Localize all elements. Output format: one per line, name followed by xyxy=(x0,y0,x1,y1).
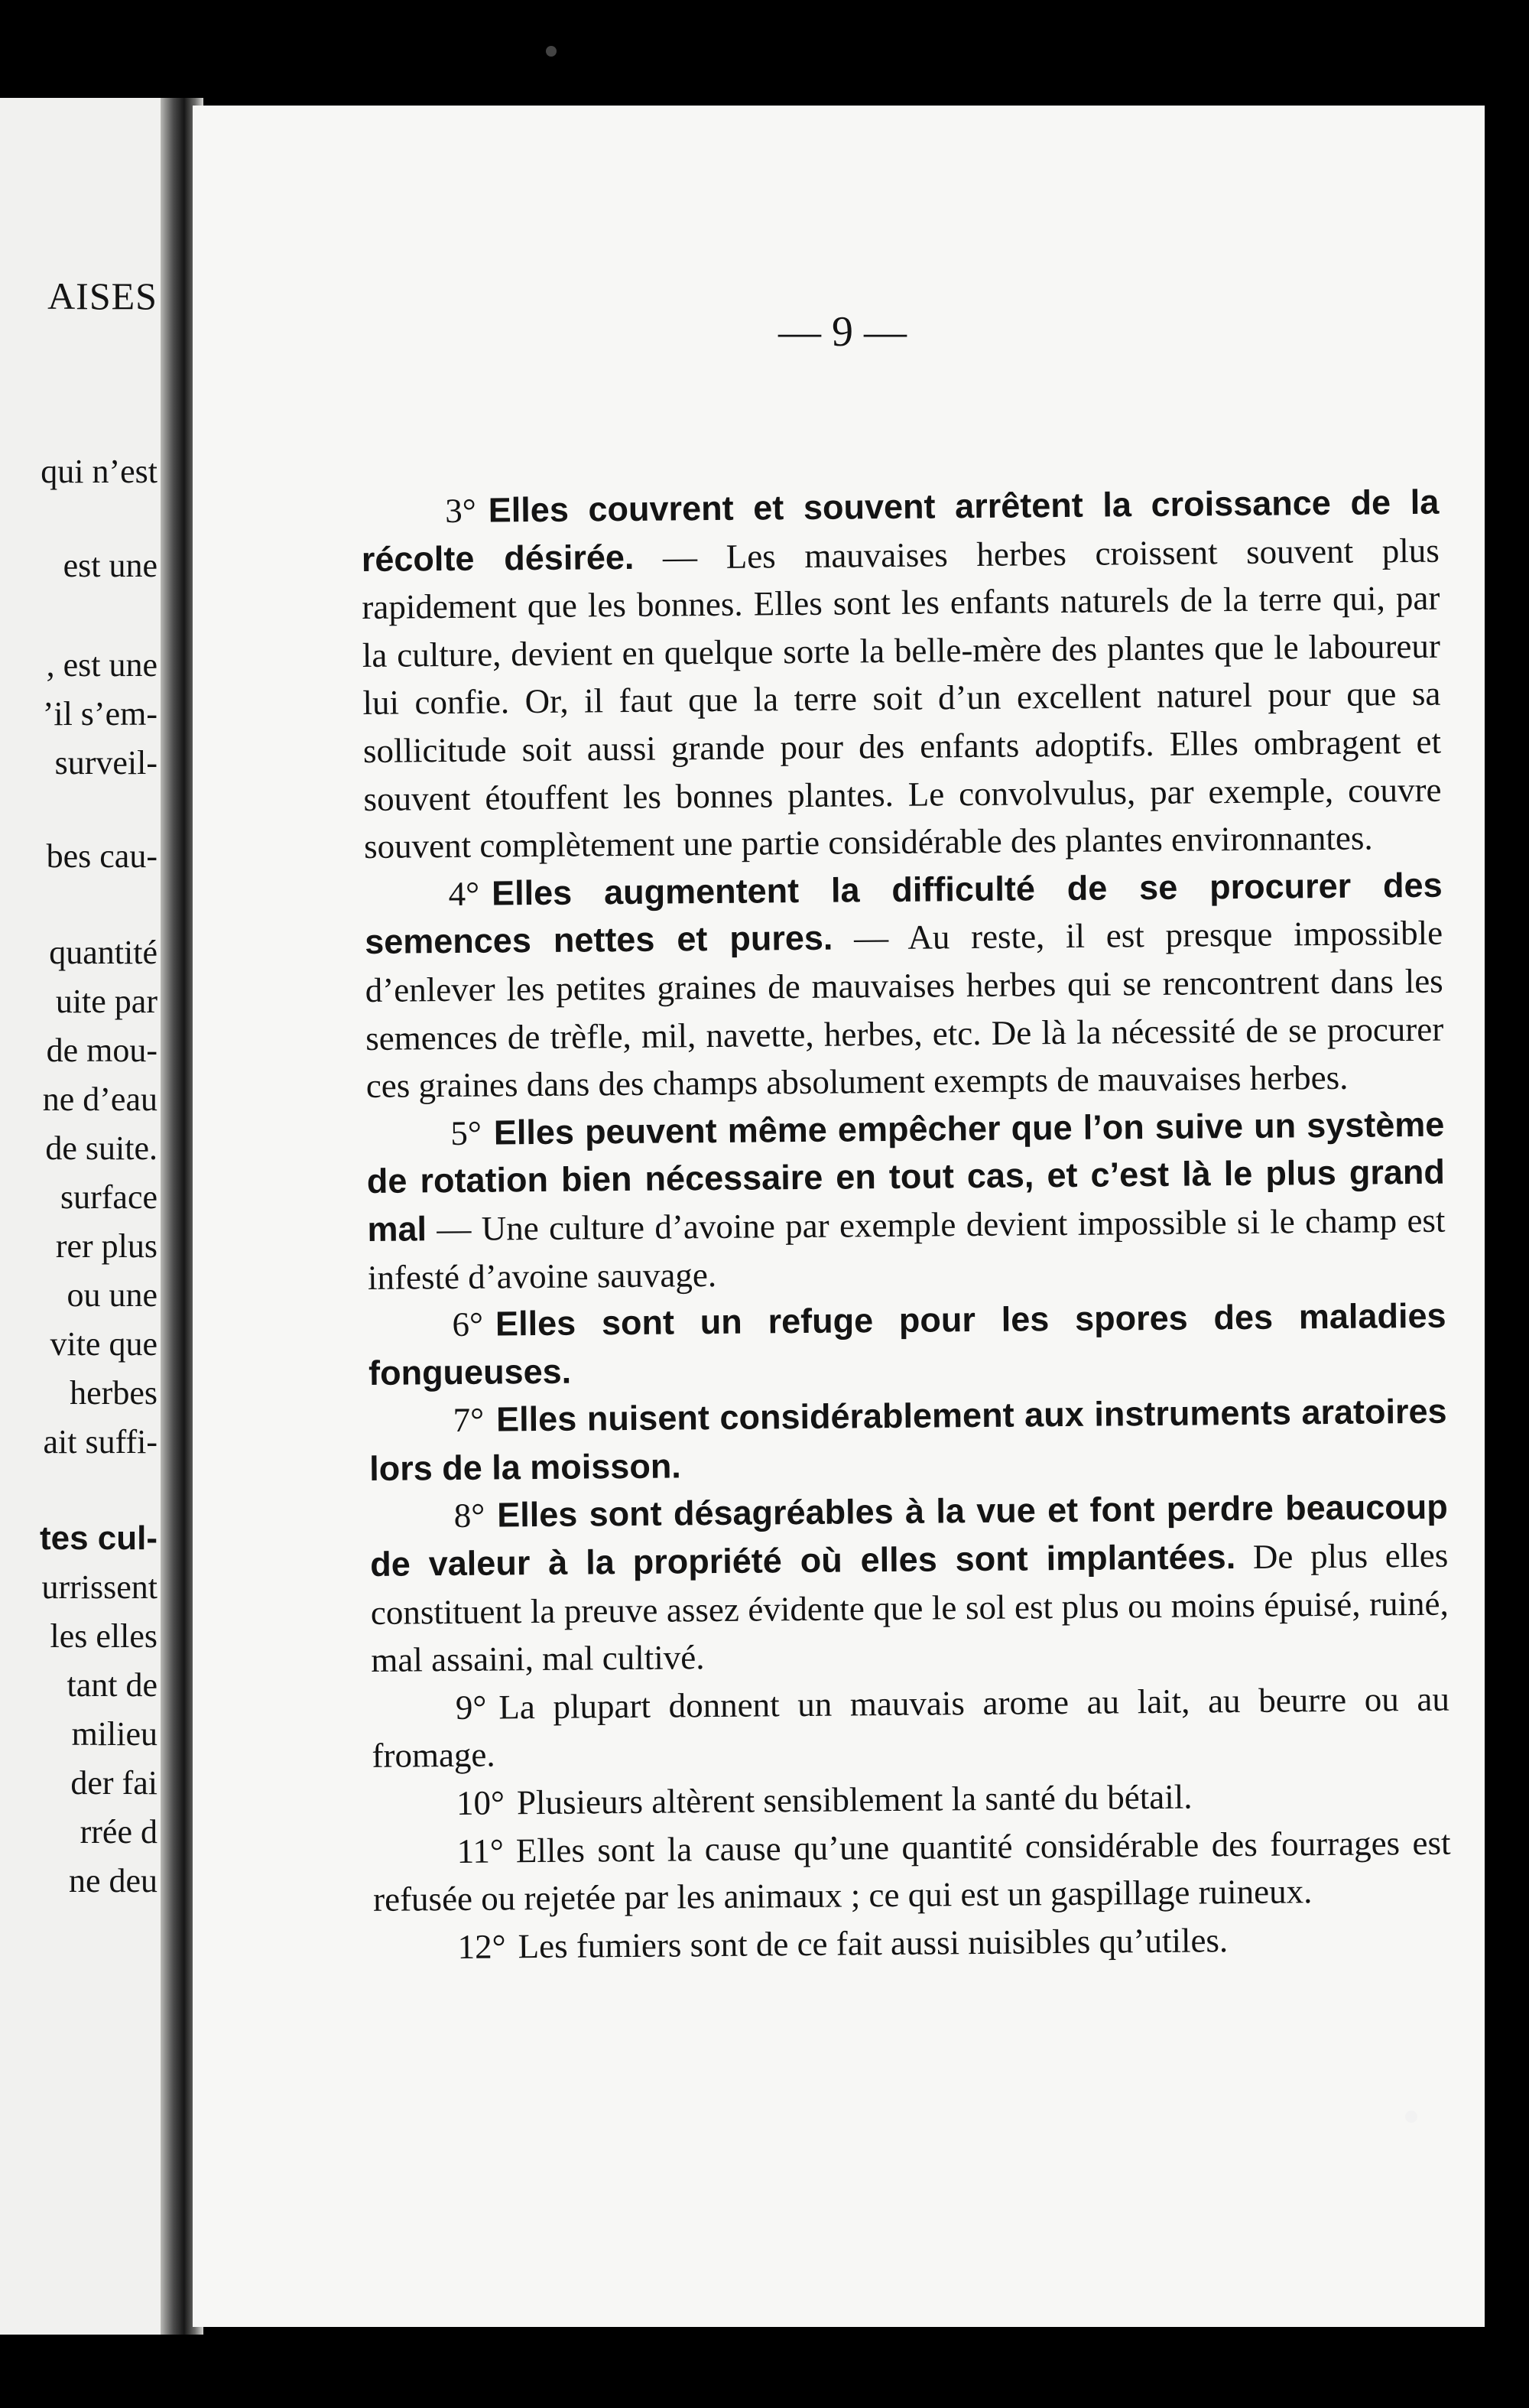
page-text xyxy=(361,479,1452,1972)
paragraph-number: 7° xyxy=(453,1400,485,1440)
left-page-fragment: de mou- xyxy=(46,1032,157,1069)
left-page-fragment: quantité xyxy=(49,934,157,971)
left-page-fragment: bes cau- xyxy=(46,837,157,875)
scan-speck-top xyxy=(546,46,557,57)
paragraph-body: Les fumiers sont de ce fait aussi nuisibles qu’utiles. xyxy=(518,1920,1229,1966)
paragraph-lead: Elles augmentent la difficulté de se procurer des semences nettes et pures. xyxy=(364,865,1443,962)
book-page xyxy=(193,106,1485,2327)
left-page-fragment: rrée d xyxy=(80,1813,157,1851)
left-page-fragment: uite par xyxy=(55,983,157,1020)
page-number: — 9 — xyxy=(778,308,907,356)
paragraph-body: — Les mauvaises herbes croissent souvent plus rapidement que les bonnes. Elles sont les enfants naturels de la terre qui, par la culture, devient en quelque sorte la belle-mère des plantes que le laboureur lui confie. Or, il faut que la terre soit d’un excellent naturel pour que sa sollicitude soit aussi grande pour des enfants adoptifs. Elles ombragent et souvent étouffent les bonnes plantes. Le convolvulus, par exemple, couvre souvent complètement une partie considérable des plantes environnantes. xyxy=(362,531,1442,866)
paragraph-number: 4° xyxy=(448,874,480,913)
paragraph-number: 9° xyxy=(455,1688,487,1727)
scan-speck xyxy=(1405,2111,1417,2123)
paragraph-number: 6° xyxy=(452,1305,484,1344)
paragraph-lead: Elles sont un refuge pour les spores des maladies fongueuses. xyxy=(368,1295,1446,1392)
left-page-fragment: tant de xyxy=(67,1666,157,1704)
left-page-fragment: surveil- xyxy=(54,744,157,782)
left-page-fragment: ’il s’em- xyxy=(42,695,157,733)
paragraph-body: Plusieurs altèrent sensiblement la santé du bétail. xyxy=(516,1777,1193,1822)
left-page-fragment: ne d’eau xyxy=(42,1081,157,1118)
paragraph-number: 8° xyxy=(453,1496,485,1535)
previous-page-edge xyxy=(0,98,180,2335)
numbered-paragraph xyxy=(361,479,1442,871)
left-page-fragment: herbes xyxy=(70,1374,157,1412)
numbered-paragraph xyxy=(366,1100,1446,1301)
left-page-fragment: qui n’est xyxy=(41,453,157,490)
paragraph-body: — Une culture d’avoine par exemple devient impossible si le champ est infesté d’avoine sauvage. xyxy=(367,1201,1446,1297)
numbered-paragraph xyxy=(368,1388,1447,1493)
left-page-fragment: urrissent xyxy=(41,1568,157,1606)
left-page-fragment: , est une xyxy=(46,646,157,684)
paragraph-number: 11° xyxy=(456,1831,505,1870)
left-page-fragment: ou une xyxy=(67,1276,157,1314)
numbered-paragraph xyxy=(364,861,1444,1110)
left-page-fragment: rer plus xyxy=(55,1227,157,1265)
numbered-paragraph xyxy=(372,1675,1450,1779)
left-page-fragment: der fai xyxy=(70,1764,157,1802)
numbered-paragraph xyxy=(369,1483,1449,1685)
left-page-fragment: ait suffi- xyxy=(43,1423,157,1461)
paragraph-number: 10° xyxy=(456,1783,505,1823)
left-page-fragment: est une xyxy=(63,547,157,584)
left-page-fragment: surface xyxy=(60,1178,157,1216)
paragraph-lead: Elles sont désagréables à la vue et font perdre beaucoup de valeur à la propriété où elles sont implantées. xyxy=(370,1487,1448,1584)
paragraph-body: — Au reste, il est presque impossible d’enlever les petites graines de mauvaises herbes qui se rencontrent dans les semences de trèfle, mil, navette, herbes, etc. De là la nécessité de se procurer ces graines dans des champs absolument exempts de mauvaises herbes. xyxy=(365,914,1444,1106)
paragraph-body: Elles sont la cause qu’une quantité considérable des fourrages est refusée ou rejetée par les animaux ; ce qui est un gaspillage ruineux. xyxy=(372,1823,1451,1919)
paragraph-body: De plus elles constituent la preuve assez évidente que le sol est plus ou moins épuisé, ruiné, mal assaini, mal cultivé. xyxy=(370,1535,1449,1680)
paragraph-body: La plupart donnent un mauvais arome au lait, au beurre ou au fromage. xyxy=(372,1679,1450,1776)
left-page-fragment: ne deu xyxy=(68,1862,157,1899)
paragraph-number: 5° xyxy=(450,1113,482,1152)
paragraph-lead: Elles couvrent et souvent arrêtent la croissance de la récolte désirée. xyxy=(361,482,1440,579)
left-page-fragment: de suite. xyxy=(45,1129,157,1167)
left-page-fragment: AISES xyxy=(47,275,157,317)
numbered-paragraph xyxy=(368,1292,1446,1397)
left-page-fragment: milieu xyxy=(71,1715,157,1753)
paragraph-number: 12° xyxy=(457,1927,506,1966)
left-page-fragment: vite que xyxy=(50,1325,157,1363)
left-page-fragment: les elles xyxy=(50,1617,157,1655)
paragraph-lead: Elles peuvent même empêcher que l’on suive un système de rotation bien nécessaire en tout cas, et c’est là le plus grand mal xyxy=(366,1104,1446,1249)
numbered-paragraph xyxy=(373,1914,1451,1971)
paragraph-lead: Elles nuisent considérablement aux instruments aratoires lors de la moisson. xyxy=(368,1391,1447,1488)
left-page-fragment: tes cul- xyxy=(39,1519,157,1557)
paragraph-number: 3° xyxy=(445,491,476,531)
numbered-paragraph xyxy=(372,1818,1451,1923)
